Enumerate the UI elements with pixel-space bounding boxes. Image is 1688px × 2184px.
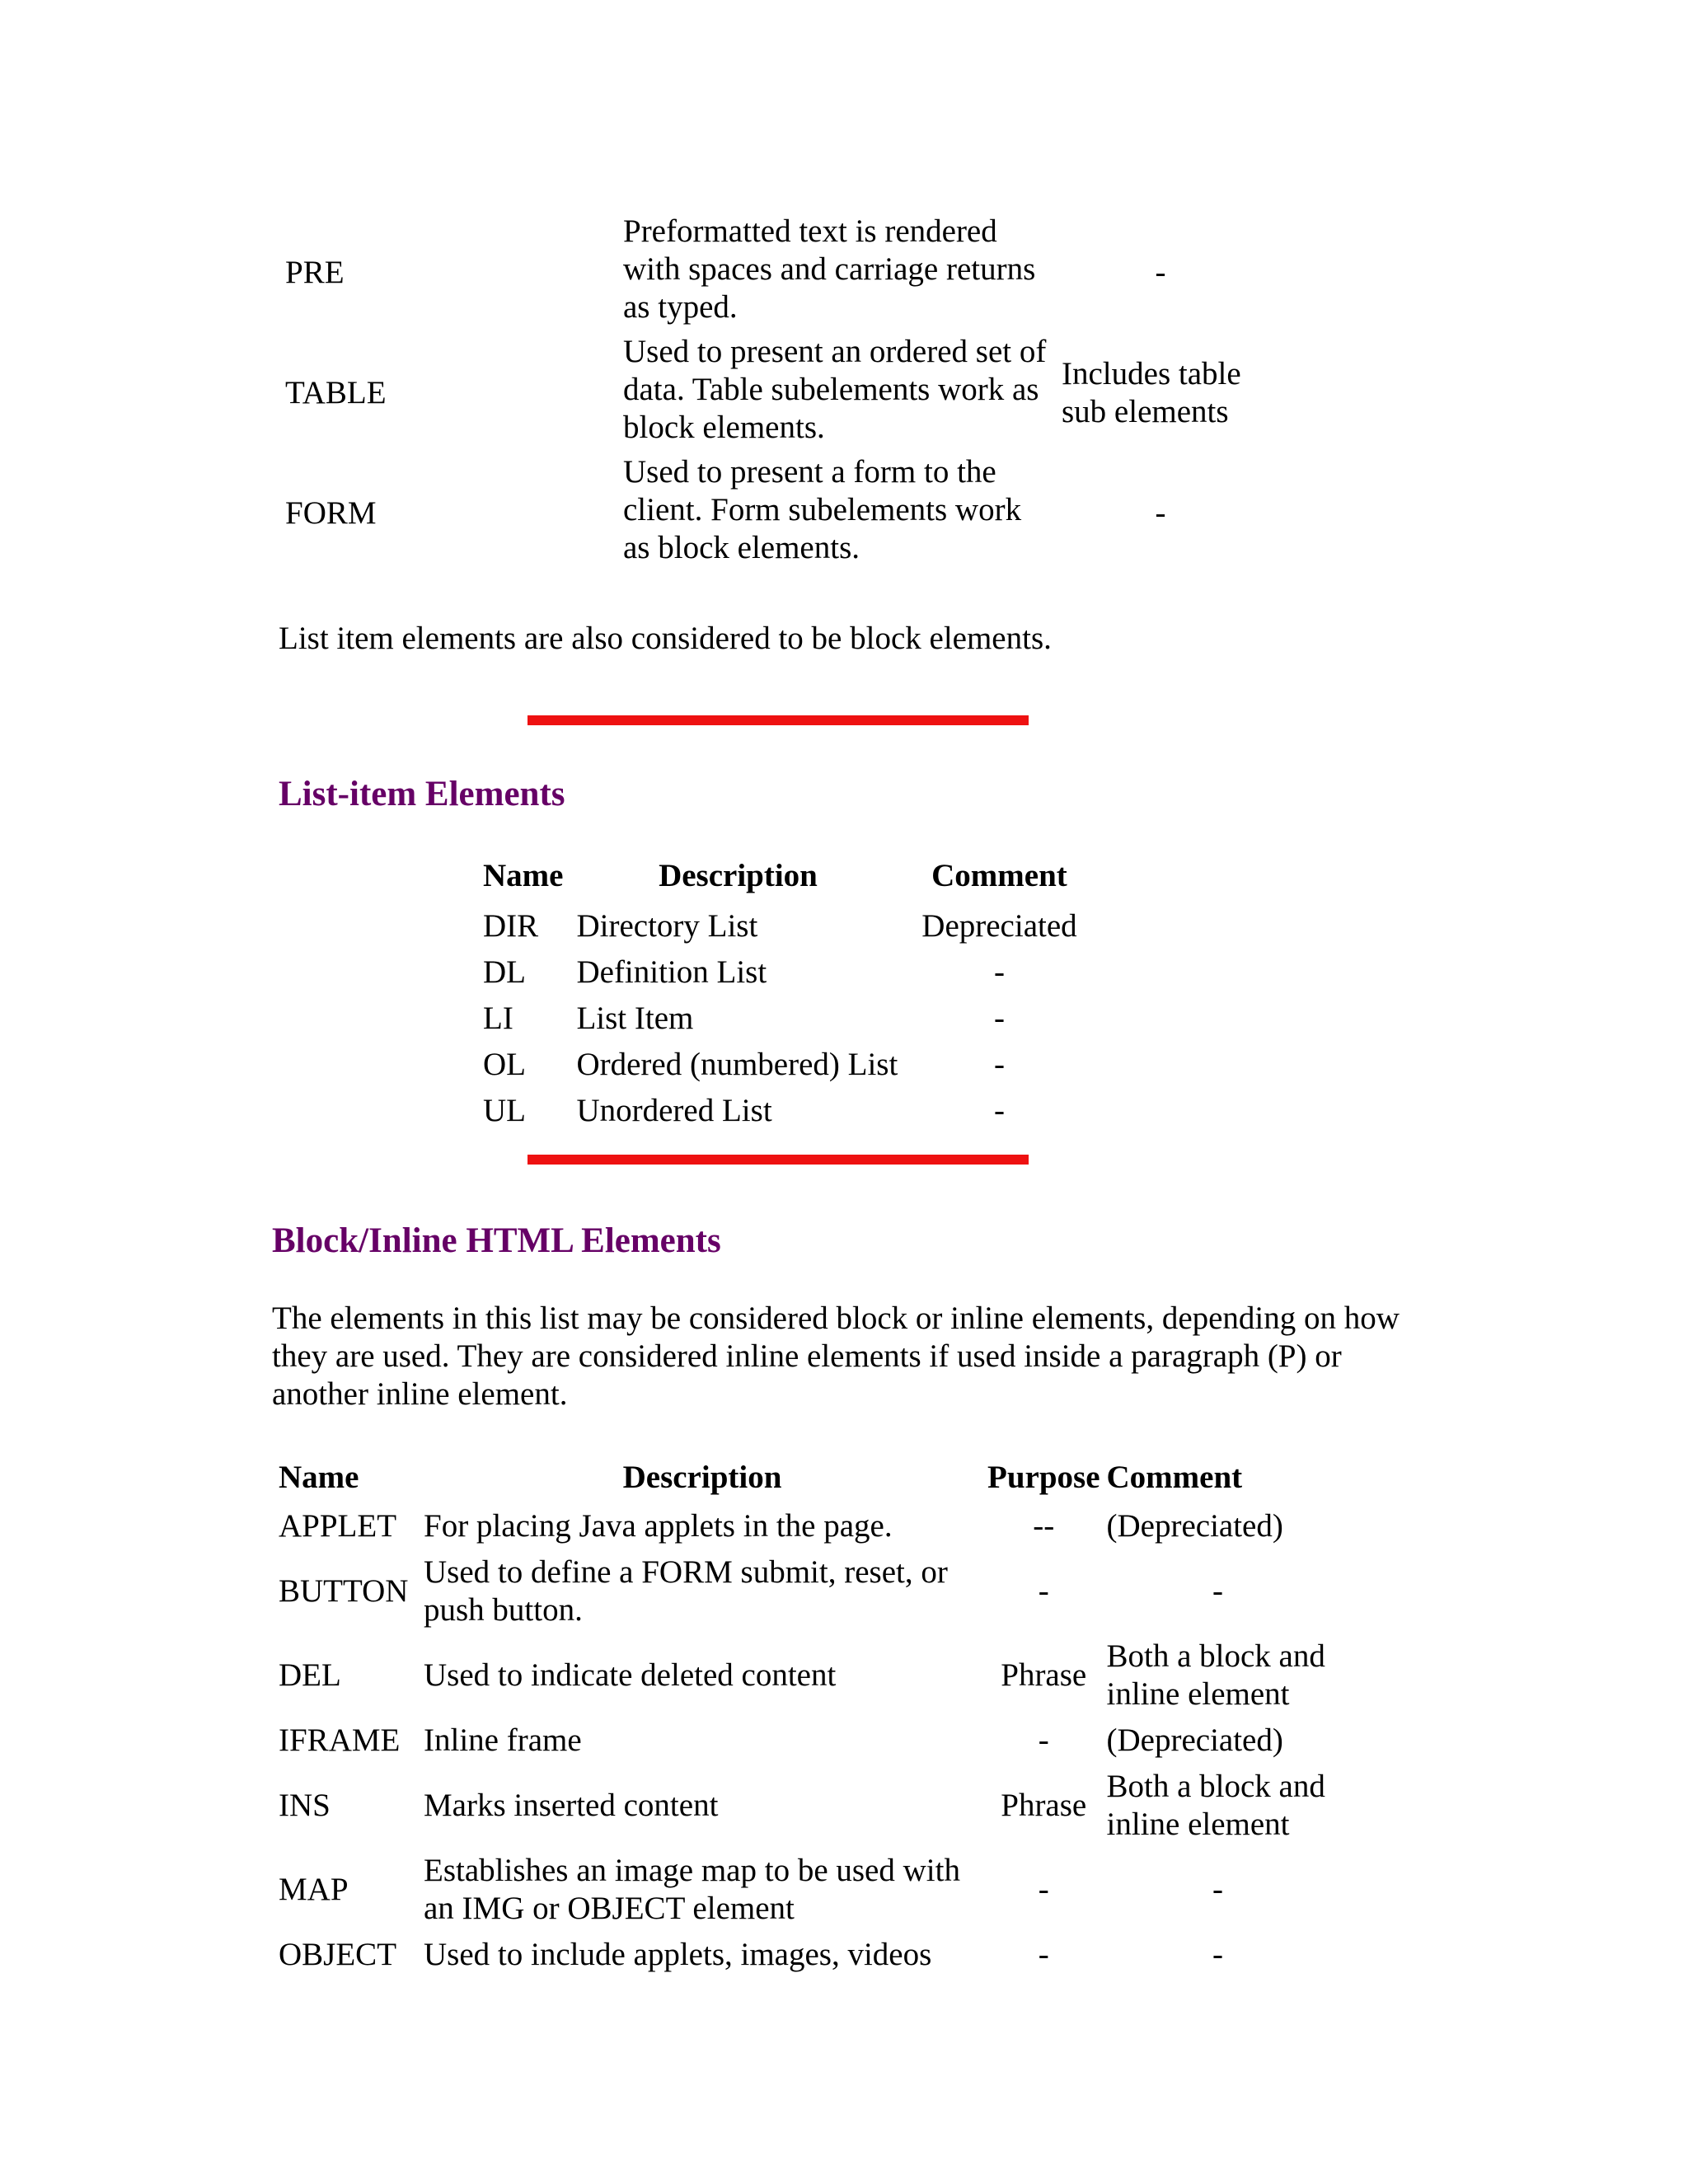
- element-name: MAP: [279, 1872, 349, 1907]
- list-item-elements-table: [476, 857, 1092, 1134]
- element-purpose: -: [1038, 1872, 1049, 1907]
- table-row: [476, 903, 1092, 949]
- table-row: [476, 1042, 1092, 1088]
- table-row: [476, 996, 1092, 1042]
- red-divider: [528, 1155, 1029, 1165]
- column-header-description: Description: [622, 1460, 782, 1495]
- column-header-comment: Comment: [931, 858, 1067, 893]
- element-name: TABLE: [285, 375, 387, 410]
- element-comment: -: [1212, 1872, 1223, 1907]
- element-purpose: Phrase: [1001, 1788, 1087, 1823]
- table-header-row: [275, 1459, 1333, 1503]
- table-row: [275, 1633, 1333, 1718]
- element-description: List Item: [576, 1001, 694, 1036]
- block-inline-elements-table: [275, 1459, 1333, 1978]
- element-comment: -: [1155, 255, 1166, 290]
- element-description: Establishes an image map to be used with an IMG or OBJECT element: [424, 1853, 960, 1926]
- table-row: [476, 949, 1092, 996]
- column-header-description: Description: [659, 858, 818, 893]
- column-header-name: Name: [483, 858, 564, 893]
- block-inline-intro-paragraph: The elements in this list may be considered block or inline elements, depending on how they are used. They are considered inline elements if used inside a paragraph (P) or another inline element.: [272, 1301, 1400, 1412]
- table-row: [275, 1932, 1333, 1978]
- element-name: IFRAME: [279, 1722, 401, 1758]
- element-name: BUTTON: [279, 1573, 409, 1609]
- element-purpose: Phrase: [1001, 1657, 1087, 1693]
- column-header-name: Name: [279, 1460, 359, 1495]
- element-name: DEL: [279, 1657, 341, 1693]
- element-comment: -: [993, 1093, 1005, 1128]
- element-comment: Includes table sub elements: [1062, 356, 1241, 429]
- element-comment: -: [1155, 495, 1166, 531]
- element-description: For placing Java applets in the page.: [424, 1508, 893, 1544]
- block-note-paragraph: List item elements are also considered to be block elements.: [279, 621, 1052, 656]
- element-comment: -: [993, 954, 1005, 990]
- element-purpose: -: [1038, 1573, 1049, 1609]
- element-name: DIR: [483, 908, 539, 944]
- table-row: [275, 1764, 1333, 1848]
- element-description: Used to indicate deleted content: [424, 1657, 837, 1693]
- element-comment: Both a block and inline element: [1106, 1638, 1325, 1712]
- element-name: DL: [483, 954, 526, 990]
- element-name: UL: [483, 1093, 526, 1128]
- element-comment: Depreciated: [921, 908, 1077, 944]
- table-row: [280, 453, 1264, 574]
- element-description: Used to present an ordered set of data. Table subelements work as block elements.: [623, 334, 1047, 445]
- element-comment: -: [993, 1047, 1005, 1082]
- list-item-heading: List-item Elements: [279, 775, 565, 813]
- table-row: [275, 1718, 1333, 1764]
- element-purpose: -: [1038, 1722, 1049, 1758]
- element-name: INS: [279, 1788, 331, 1823]
- element-comment: Both a block and inline element: [1106, 1769, 1325, 1842]
- table-row: [476, 1088, 1092, 1134]
- element-description: Used to present a form to the client. Form subelements work as block elements.: [623, 454, 1022, 565]
- element-description: Marks inserted content: [424, 1788, 719, 1823]
- table-row: [280, 213, 1264, 333]
- table-row: [275, 1503, 1333, 1549]
- element-description: Ordered (numbered) List: [576, 1047, 898, 1082]
- element-description: Unordered List: [576, 1093, 772, 1128]
- element-purpose: --: [1033, 1508, 1055, 1544]
- table-row: [275, 1549, 1333, 1633]
- element-description: Definition List: [576, 954, 767, 990]
- element-purpose: -: [1038, 1937, 1049, 1972]
- element-name: FORM: [285, 495, 377, 531]
- table-row: [280, 333, 1264, 453]
- element-name: PRE: [285, 255, 345, 290]
- element-description: Inline frame: [424, 1722, 582, 1758]
- element-name: OL: [483, 1047, 526, 1082]
- column-header-comment: Comment: [1106, 1460, 1243, 1495]
- table-header-row: [476, 857, 1092, 903]
- element-comment: -: [1212, 1937, 1223, 1972]
- element-description: Directory List: [576, 908, 758, 944]
- table-row: [275, 1848, 1333, 1932]
- element-name: OBJECT: [279, 1937, 397, 1972]
- red-divider: [528, 715, 1029, 725]
- element-name: APPLET: [279, 1508, 397, 1544]
- element-comment: -: [1212, 1573, 1223, 1609]
- element-description: Used to include applets, images, videos: [424, 1937, 932, 1972]
- block-elements-table-continued: [280, 213, 1264, 574]
- element-name: LI: [483, 1001, 513, 1036]
- column-header-purpose: Purpose: [987, 1460, 1100, 1495]
- element-comment: (Depreciated): [1106, 1722, 1283, 1758]
- element-description: Preformatted text is rendered with spaces and carriage returns as typed.: [623, 213, 1036, 325]
- element-comment: (Depreciated): [1106, 1508, 1283, 1544]
- element-description: Used to define a FORM submit, reset, or push button.: [424, 1554, 948, 1628]
- element-comment: -: [993, 1001, 1005, 1036]
- block-inline-heading: Block/Inline HTML Elements: [272, 1221, 721, 1260]
